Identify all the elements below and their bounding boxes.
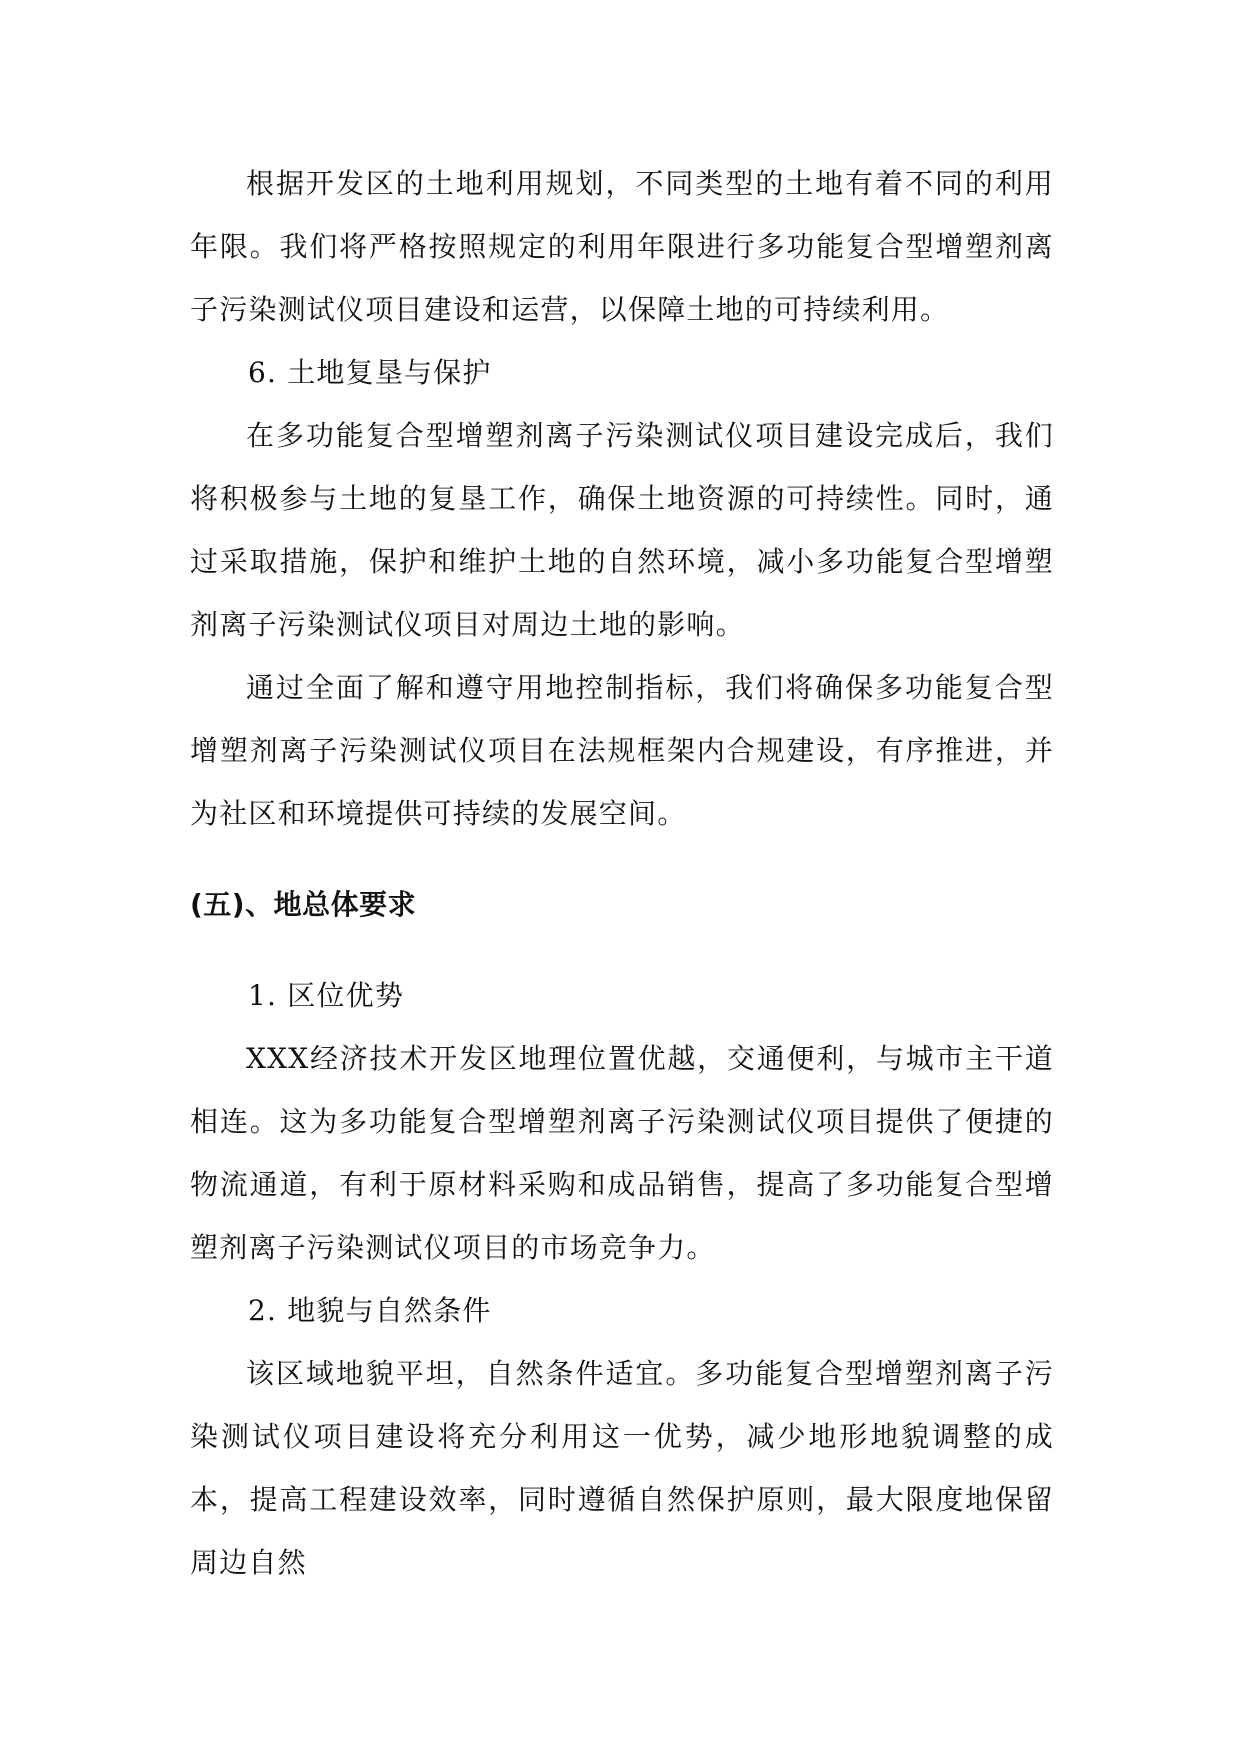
land-use-period-paragraph: 根据开发区的土地利用规划，不同类型的土地有着不同的利用年限。我们将严格按照规定的利用年限进行多功能复合型增塑剂离子污染测试仪项目建设和运营，以保障土地的可持续利用。 (190, 167, 1054, 326)
section-5-heading: (五)、地总体要求 (190, 888, 417, 921)
land-reclamation-paragraph: 在多功能复合型增塑剂离子污染测试仪项目建设完成后，我们将积极参与土地的复垦工作，确保土地资源的可持续性。同时，通过采取措施，保护和维护土地的自然环境，减小多功能复合型增塑剂离子污染测试仪项目对周边土地的影响。 (190, 419, 1054, 641)
item-1-title: 1. 区位优势 (248, 979, 405, 1012)
document-body (190, 152, 1054, 1594)
item-2-title: 2. 地貌与自然条件 (248, 1294, 492, 1327)
landform-paragraph: 该区域地貌平坦，自然条件适宜。多功能复合型增塑剂离子污染测试仪项目建设将充分利用这一优势，减少地形地貌调整的成本，提高工程建设效率，同时遵循自然保护原则，最大限度地保留周边自然 (190, 1357, 1054, 1579)
item-6-title: 6. 土地复垦与保护 (248, 356, 492, 389)
summary-paragraph: 通过全面了解和遵守用地控制指标，我们将确保多功能复合型增塑剂离子污染测试仪项目在法规框架内合规建设，有序推进，并为社区和环境提供可持续的发展空间。 (190, 671, 1054, 830)
location-advantage-paragraph: XXX经济技术开发区地理位置优越，交通便利，与城市主干道相连。这为多功能复合型增塑剂离子污染测试仪项目提供了便捷的物流通道，有利于原材料采购和成品销售，提高了多功能复合型增塑剂离子污染测试仪项目的市场竞争力。 (190, 1042, 1054, 1264)
